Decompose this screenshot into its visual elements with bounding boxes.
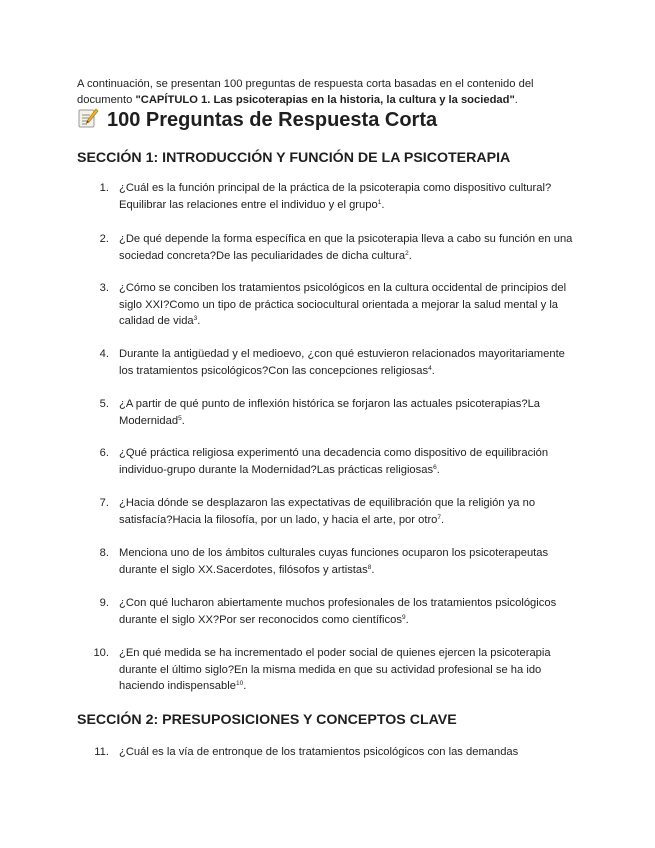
question-number: 5. (99, 398, 109, 410)
footnote-ref: 1 (377, 198, 382, 206)
question-text: ¿Cuál es la función principal de la práctica de la psicoterapia como dispositivo cultural?Equilibrar las relaciones entre el individuo y el grupo$^1$. (119, 182, 552, 211)
question-number: 7. (99, 497, 109, 509)
question-number: 1. (99, 182, 109, 194)
question-number: 10. (93, 647, 109, 659)
question-number: 11. (94, 746, 109, 758)
footnote-ref: 4 (428, 364, 432, 372)
footnote-ref: 7 (437, 513, 442, 521)
footnote-ref: 10 (235, 680, 244, 687)
title-text: 100 Preguntas de Respuesta Corta (107, 109, 438, 131)
question-number: 8. (99, 547, 109, 559)
question-number: 3. (99, 282, 109, 294)
question-text: Menciona uno de los ámbitos culturales cuyas funciones ocuparon los psicoterapeutas durante el siglo XX.Sacerdotes, filósofos y artistas$^8$. (119, 547, 549, 576)
question-number: 6. (99, 447, 109, 459)
memo-icon (77, 107, 99, 129)
section-heading-1: SECCIÓN 1: INTRODUCCIÓN Y FUNCIÓN DE LA PSICOTERAPIA (77, 150, 511, 166)
footnote-ref: 6 (433, 463, 437, 471)
question-number: 9. (99, 597, 109, 609)
footnote-ref: 9 (401, 613, 406, 621)
question-text: ¿Cuál es la vía de entronque de los tratamientos psicológicos con las demandas (119, 746, 519, 758)
document-title-reference: "CAPÍTULO 1. Las psicoterapias en la historia, la cultura y la sociedad" (135, 94, 515, 106)
question-text: ¿En qué medida se ha incrementado el poder social de quienes ejercen la psicoterapia durante el último siglo?En la misma medida en que su actividad profesional se ha ido haciendo indispensable$^{10}$. (119, 647, 551, 692)
footnote-ref: 5 (178, 414, 182, 422)
intro-paragraph (77, 76, 587, 108)
question-text: ¿De qué depende la forma específica en que la psicoterapia lleva a cabo su función en una sociedad concreta?De las peculiaridades de dicha cultura$^2$. (119, 233, 573, 262)
question-number: 2. (99, 233, 109, 245)
question-number: 4. (99, 348, 109, 360)
intro-period: . (514, 94, 518, 106)
question-text: ¿Cómo se conciben los tratamientos psicológicos en la cultura occidental de principios del siglo XXI?Como un tipo de práctica sociocultural orientada a mejorar la salud mental y la calidad de vida$^3$. (119, 282, 567, 327)
question-text: ¿Hacia dónde se desplazaron las expectativas de equilibración que la religión ya no satisfacía?Hacia la filosofía, por un lado, y hacia el arte, por otro$^7$. (119, 497, 536, 526)
section-heading-2: SECCIÓN 2: PRESUPOSICIONES Y CONCEPTOS CLAVE (77, 712, 457, 728)
question-text: ¿A partir de qué punto de inflexión histórica se forjaron las actuales psicoterapias?La Modernidad$^5$. (119, 398, 541, 427)
question-text: ¿Con qué lucharon abiertamente muchos profesionales de los tratamientos psicológicos durante el siglo XX?Por ser reconocidos como científicos$^9$. (119, 597, 557, 626)
question-text: ¿Qué práctica religiosa experimentó una decadencia como dispositivo de equilibración individuo-grupo durante la Modernidad?Las prácticas religiosas$^6$. (119, 447, 549, 476)
intro-text: A continuación, se presentan 100 preguntas de respuesta corta basadas en el contenido del documento (77, 78, 534, 106)
footnote-ref: 3 (193, 315, 198, 322)
page-title (77, 107, 437, 133)
footnote-ref: 2 (405, 249, 409, 257)
footnote-ref: 8 (367, 563, 372, 571)
question-text: Durante la antigüedad y el medioevo, ¿con qué estuvieron relacionados mayoritariamente los tratamientos psicológicos?Con las concepciones religiosas$^4$. (119, 348, 565, 377)
